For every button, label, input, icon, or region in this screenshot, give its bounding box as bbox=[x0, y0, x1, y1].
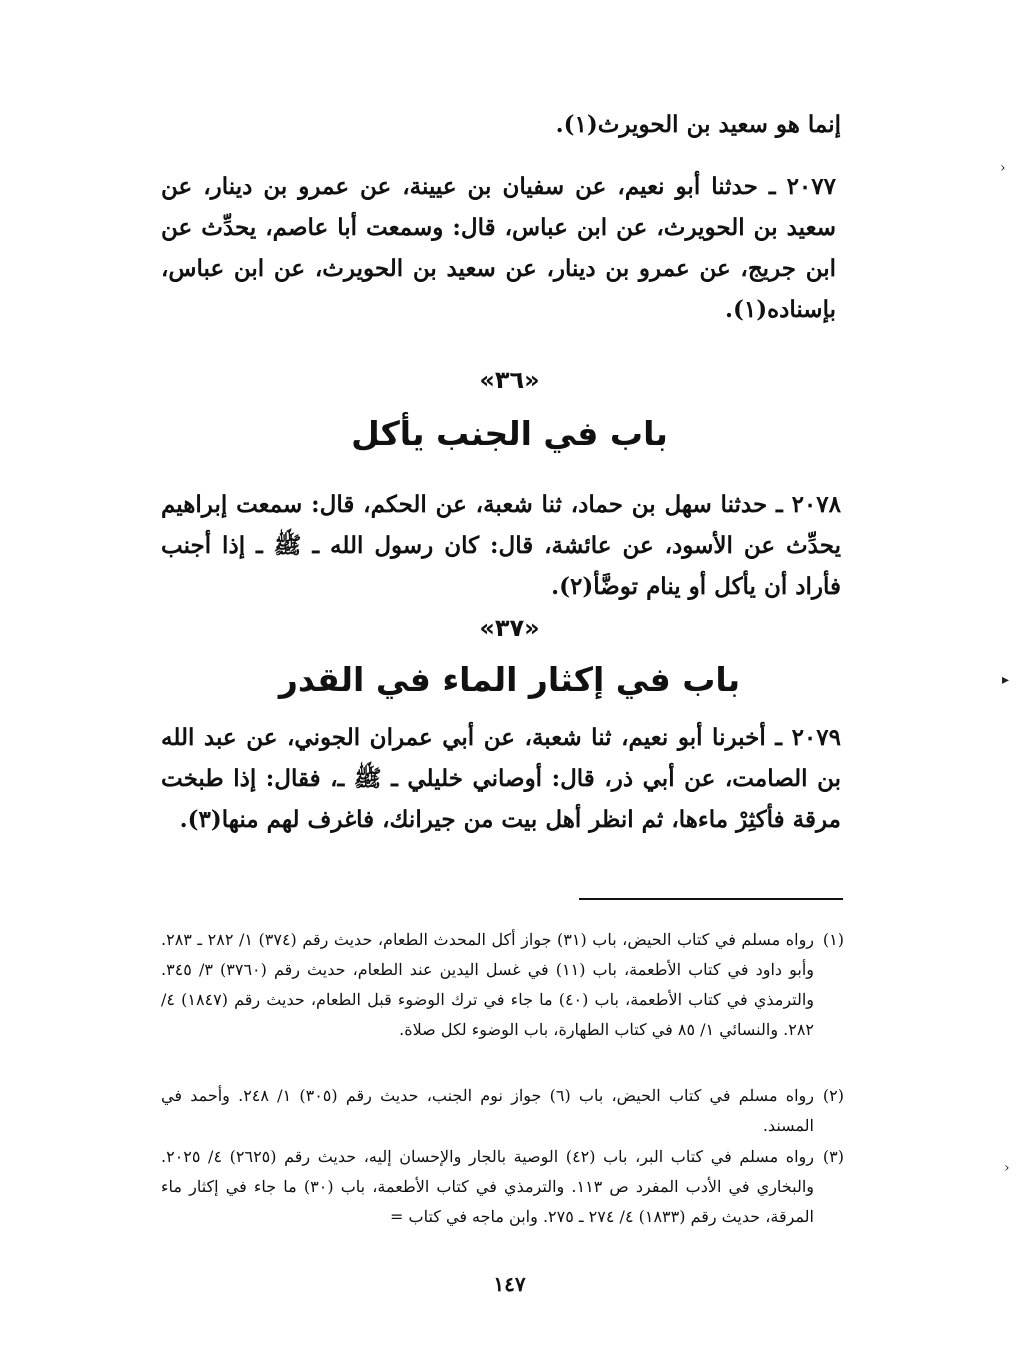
page-number: ١٤٧ bbox=[493, 1272, 526, 1296]
chapter-36-title: باب في الجنب يأكل bbox=[351, 414, 668, 453]
chapter-37-title: باب في إكثار الماء في القدر bbox=[278, 660, 741, 699]
footnote-separator bbox=[579, 898, 843, 900]
hadith-2078: ٢٠٧٨ ـ حدثنا سهل بن حماد، ثنا شعبة، عن الحكم، قال: سمعت إبراهيم يحدِّث عن الأسود، عن عائشة، قال: كان رسول الله ـ ﷺ ـ إذا أجنب فأراد أن يأكل أو ينام توضَّأ(٢). bbox=[161, 491, 841, 600]
hadith-2077: ٢٠٧٧ ـ حدثنا أبو نعيم، عن سفيان بن عيينة، عن عمرو بن دينار، عن سعيد بن الحويرث، عن ابن عباس، قال: وسمعت أبا عاصم، يحدِّث عن ابن جريج، عن عمرو بن دينار، عن سعيد بن الحويرث، عن ابن عباس، بإسناده(١). bbox=[161, 173, 836, 323]
chapter-37-number: «٣٧» bbox=[479, 614, 540, 642]
footnote-3 bbox=[161, 1142, 844, 1232]
scan-mark: › bbox=[1000, 160, 1006, 176]
footnote-1-text: رواه مسلم في كتاب الحيض، باب (٣١) جواز أكل المحدث الطعام، حديث رقم (٣٧٤) ١/ ٢٨٢ ـ ٢٨٣. وأبو داود في كتاب الأطعمة، باب (١١) في غسل اليدين عند الطعام، حديث رقم (٣٧٦٠) ٣/ ٣٤٥. والترمذي في كتاب الأطعمة، باب (٤٠) ما جاء في ترك الوضوء قبل الطعام، حديث رقم (١٨٤٧) ٤/ ٢٨٢. والنسائي ١/ ٨٥ في كتاب الطهارة، باب الوضوء لكل صلاة. bbox=[161, 930, 815, 1039]
footnote-1-label: (١) bbox=[822, 930, 844, 949]
footnote-2-text: رواه مسلم في كتاب الحيض، باب (٦) جواز نوم الجنب، حديث رقم (٣٠٥) ١/ ٢٤٨. وأحمد في المسند. bbox=[161, 1086, 814, 1135]
footnote-2 bbox=[161, 1081, 844, 1141]
chapter-36-number: «٣٦» bbox=[479, 366, 540, 394]
scan-mark: › bbox=[1004, 1160, 1010, 1176]
footnote-1 bbox=[161, 925, 844, 1045]
footnote-3-text: رواه مسلم في كتاب البر، باب (٤٢) الوصية بالجار والإحسان إليه، حديث رقم (٢٦٢٥) ٤/ ٢٠٢٥. والبخاري في الأدب المفرد ص ١١٣. والترمذي في كتاب الأطعمة، باب (٣٠) ما جاء في إكثار ماء المرقة، حديث رقم (١٨٣٣) ٤/ ٢٧٤ ـ ٢٧٥. وابن ماجه في كتاب = bbox=[161, 1147, 815, 1226]
scan-mark: ▸ bbox=[1002, 672, 1010, 688]
footnote-3-label: (٣) bbox=[822, 1147, 844, 1166]
intro-line: إنما هو سعيد بن الحويرث(١). bbox=[555, 111, 841, 138]
footnote-2-label: (٢) bbox=[822, 1086, 844, 1105]
hadith-2079: ٢٠٧٩ ـ أخبرنا أبو نعيم، ثنا شعبة، عن أبي عمران الجوني، عن عبد الله بن الصامت، عن أبي ذر، قال: أوصاني خليلي ـ ﷺ ـ، فقال: إذا طبخت مرقة فأكثِرْ ماءها، ثم انظر أهل بيت من جيرانك، فاغرف لهم منها(٣). bbox=[161, 724, 841, 833]
